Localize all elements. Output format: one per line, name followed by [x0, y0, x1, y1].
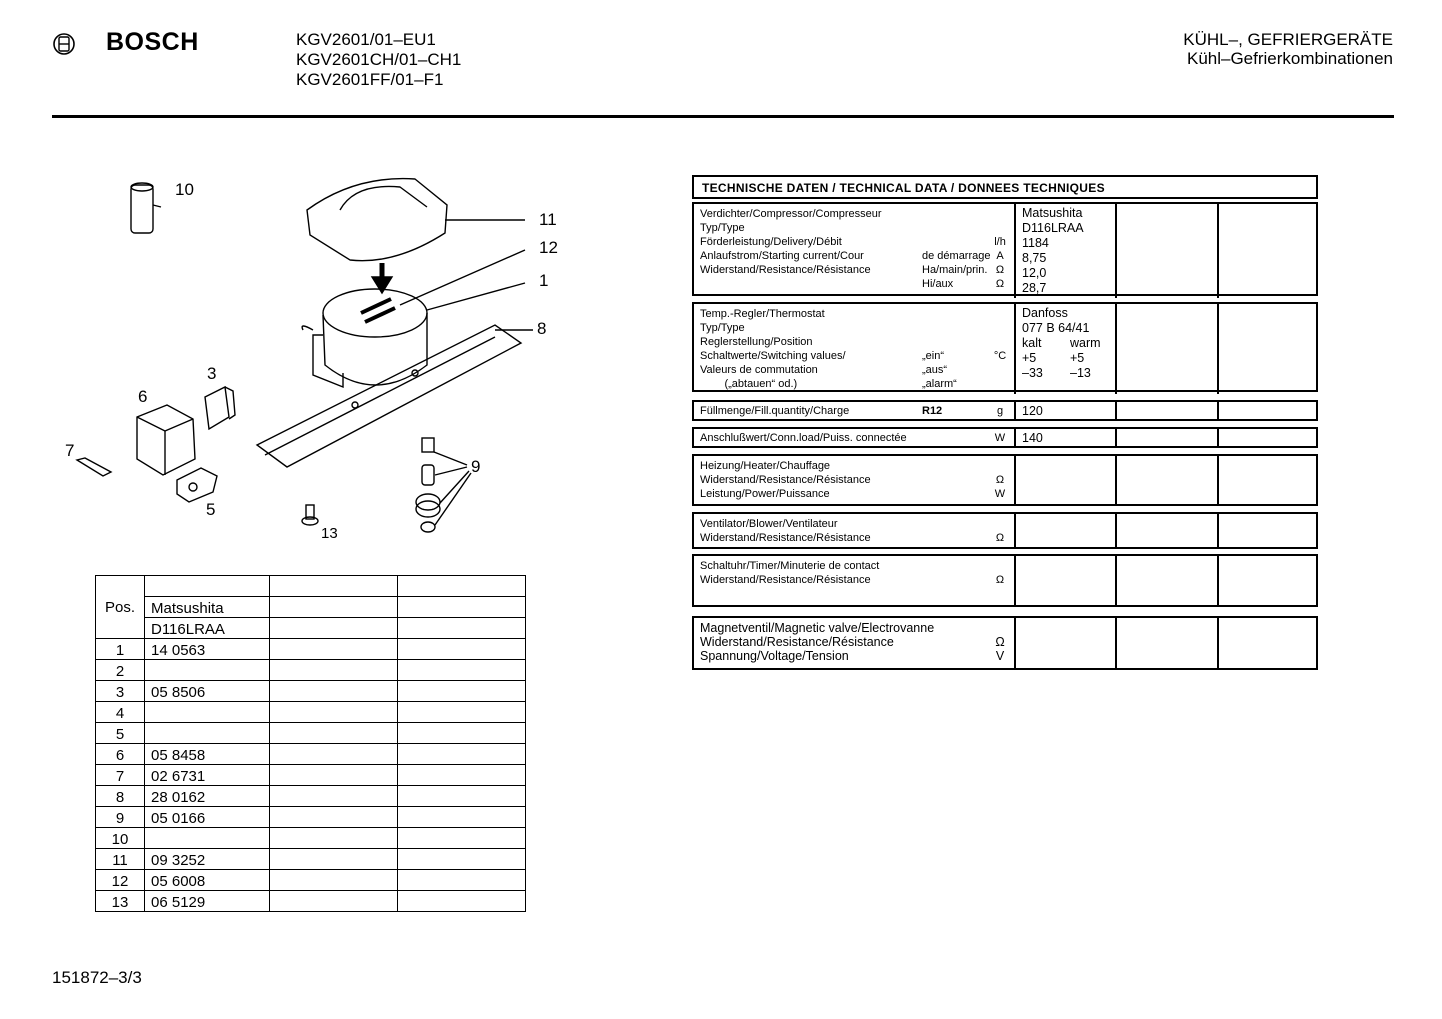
table-row — [96, 639, 526, 660]
empty-cell — [398, 702, 526, 723]
unit-label — [992, 459, 1008, 473]
label-row — [700, 517, 1008, 531]
spec-value: kalt — [1022, 336, 1042, 350]
spec-value: +5 — [1070, 351, 1085, 365]
unit-label: V — [995, 649, 1005, 663]
empty-cell — [270, 660, 398, 681]
table-row — [96, 660, 526, 681]
part-number-cell — [145, 660, 270, 681]
spec-label: Valeurs de commutation — [700, 364, 818, 376]
unit-label: Ω — [995, 635, 1005, 649]
thermostat-labels — [694, 304, 1014, 394]
compressor-values — [1014, 204, 1115, 298]
empty-cell — [270, 807, 398, 828]
pos-cell: 9 — [96, 807, 145, 828]
spec-sublabel — [922, 207, 992, 221]
spec-value: D116LRAA — [1022, 221, 1084, 235]
spec-value: 077 B 64/41 — [1022, 321, 1090, 335]
compressor-brand-header: Matsushita — [145, 597, 270, 618]
label-row — [700, 335, 1008, 349]
starting-relay-part — [205, 387, 235, 429]
empty-cell — [270, 681, 398, 702]
header-divider — [52, 115, 1394, 118]
blower-data-block — [692, 512, 1318, 549]
charge-value: 120 — [1014, 402, 1115, 421]
label-row — [700, 349, 1008, 363]
thermostat-values — [1014, 304, 1115, 394]
compressor-cover-part — [307, 179, 525, 261]
spec-sublabel: Ha/main/prin. — [922, 264, 988, 276]
model-number: KGV2601FF/01–F1 — [296, 70, 444, 89]
unit-label — [992, 517, 1008, 531]
spec-sublabel: „alarm“ — [922, 378, 957, 390]
callout-label: 9 — [471, 457, 481, 476]
empty-cell — [398, 828, 526, 849]
label-row — [700, 473, 1008, 487]
spec-sublabel — [922, 235, 992, 249]
unit-label — [992, 621, 1008, 635]
empty-cell — [398, 870, 526, 891]
spec-label: Ventilator/Blower/Ventilateur — [700, 518, 838, 530]
table-row — [96, 849, 526, 870]
empty-cell — [398, 681, 526, 702]
category-title — [1183, 30, 1393, 68]
model-number: KGV2601/01–EU1 — [296, 30, 436, 49]
pos-cell: 4 — [96, 702, 145, 723]
table-header-row — [96, 618, 526, 639]
callout-label: 7 — [65, 441, 75, 460]
spec-label: Spannung/Voltage/Tension — [700, 649, 849, 663]
unit-label: W — [994, 432, 1006, 444]
empty-cell — [398, 639, 526, 660]
spec-label: Anlaufstrom/Starting current/Cour — [700, 250, 864, 262]
callout-label: 12 — [539, 238, 558, 257]
bosch-logo-icon — [53, 33, 75, 55]
spec-value: Danfoss — [1022, 306, 1068, 320]
empty-cell — [270, 891, 398, 912]
compressor-type-header: D116LRAA — [145, 618, 270, 639]
unit-label — [992, 221, 1008, 235]
empty-cell — [398, 807, 526, 828]
unit-label — [992, 559, 1008, 573]
spec-sublabel: „aus“ — [922, 364, 948, 376]
spec-label: Temp.-Regler/Thermostat — [700, 308, 825, 320]
load-value: 140 — [1014, 429, 1115, 448]
empty-cell — [398, 786, 526, 807]
spec-label: Heizung/Heater/Chauffage — [700, 460, 831, 472]
label-row — [700, 363, 1008, 377]
switching-value-pair — [1022, 351, 1109, 366]
empty-cell — [398, 660, 526, 681]
pos-cell: 10 — [96, 828, 145, 849]
spec-sublabel: „ein“ — [922, 350, 945, 362]
pos-header: Pos. — [96, 576, 145, 639]
blower-labels — [694, 514, 1014, 548]
switching-value-pair — [1022, 366, 1109, 381]
label-row — [700, 207, 1008, 221]
pos-cell: 1 — [96, 639, 145, 660]
pos-cell: 12 — [96, 870, 145, 891]
part-number-cell: 14 0563 — [145, 639, 270, 660]
pos-cell: 2 — [96, 660, 145, 681]
callout-label: 3 — [207, 364, 217, 383]
thermostat-data-block — [692, 302, 1318, 392]
valve-labels — [694, 618, 1014, 668]
unit-label: l/h — [994, 236, 1006, 248]
mounting-rail-part — [257, 325, 533, 467]
spec-label: Leistung/Power/Puissance — [700, 488, 830, 500]
valve-data-block — [692, 616, 1318, 670]
parts-table-body — [96, 639, 526, 912]
unit-label: °C — [993, 350, 1007, 362]
part-number-cell — [145, 702, 270, 723]
label-row — [700, 459, 1008, 473]
refrigerant-label: R12 — [922, 405, 943, 417]
spec-sublabel: de démarrage — [922, 250, 991, 262]
switching-value-pair — [1022, 336, 1109, 351]
parts-table — [95, 575, 526, 912]
callout-label: 11 — [539, 210, 557, 229]
table-row — [96, 681, 526, 702]
part-number-cell: 28 0162 — [145, 786, 270, 807]
spec-label: Typ/Type — [700, 322, 745, 334]
label-row — [700, 263, 1008, 277]
overload-protector-part — [177, 468, 217, 502]
heater-labels — [694, 456, 1014, 504]
label-row — [700, 621, 1008, 635]
spec-sublabel — [922, 335, 992, 349]
spec-label: Schaltuhr/Timer/Minuterie de contact — [700, 560, 880, 572]
part-number-cell — [145, 723, 270, 744]
label-row — [700, 307, 1008, 321]
technical-data-title: TECHNISCHE DATEN / TECHNICAL DATA / DONNEES TECHNIQUES — [692, 175, 1318, 199]
spec-label: Widerstand/Resistance/Résistance — [700, 474, 871, 486]
spec-value: 28,7 — [1022, 281, 1047, 295]
spec-label: Typ/Type — [700, 222, 745, 234]
model-list — [296, 30, 461, 90]
spec-label: Schaltwerte/Switching values/ — [700, 350, 846, 362]
empty-cell — [398, 723, 526, 744]
empty-cell — [398, 765, 526, 786]
part-number-cell: 05 8506 — [145, 681, 270, 702]
heater-data-block — [692, 454, 1318, 506]
table-row — [96, 870, 526, 891]
unit-label — [992, 363, 1008, 377]
table-row — [96, 828, 526, 849]
empty-cell — [270, 765, 398, 786]
table-row — [96, 702, 526, 723]
capacitor-part — [131, 183, 161, 233]
brand-name: BOSCH — [106, 28, 199, 56]
spec-value: warm — [1070, 336, 1101, 350]
spec-value: –33 — [1022, 366, 1043, 380]
pos-cell: 8 — [96, 786, 145, 807]
empty-cell — [398, 891, 526, 912]
unit-label: W — [994, 488, 1006, 500]
table-row — [96, 744, 526, 765]
part-number-cell: 05 6008 — [145, 870, 270, 891]
spec-label: („abtauen“ od.) — [700, 378, 798, 390]
unit-label — [992, 335, 1008, 349]
label-row — [700, 321, 1008, 335]
part-number-cell — [145, 828, 270, 849]
empty-cell — [270, 639, 398, 660]
empty-cell — [270, 828, 398, 849]
label-row — [700, 404, 1008, 418]
spec-label: Widerstand/Resistance/Résistance — [700, 532, 871, 544]
unit-label — [992, 207, 1008, 221]
unit-label: Ω — [995, 532, 1005, 544]
pos-cell: 13 — [96, 891, 145, 912]
unit-label: Ω — [995, 574, 1005, 586]
category-line: Kühl–Gefrierkombinationen — [1186, 49, 1393, 68]
spec-label: Widerstand/Resistance/Résistance — [700, 635, 894, 649]
empty-cell — [270, 870, 398, 891]
unit-label: Ω — [995, 278, 1005, 290]
pos-cell: 5 — [96, 723, 145, 744]
label-row — [700, 235, 1008, 249]
empty-cell — [270, 849, 398, 870]
empty-cell — [270, 702, 398, 723]
spec-value: 1184 — [1022, 236, 1049, 250]
retaining-clip-part — [77, 458, 111, 476]
spec-label: Reglerstellung/Position — [700, 336, 813, 348]
spec-sublabel: Hi/aux — [922, 278, 954, 290]
label-row — [700, 531, 1008, 545]
part-number-cell: 05 8458 — [145, 744, 270, 765]
model-number: KGV2601CH/01–CH1 — [296, 50, 462, 69]
callout-label: 5 — [206, 500, 216, 519]
part-number-cell: 06 5129 — [145, 891, 270, 912]
pos-cell: 3 — [96, 681, 145, 702]
document-code: 151872–3/3 — [52, 968, 142, 987]
spec-value: –13 — [1070, 366, 1091, 380]
label-row — [700, 277, 1008, 291]
empty-cell — [270, 786, 398, 807]
category-line: KÜHL–, GEFRIERGERÄTE — [1183, 30, 1393, 49]
callout-label: 13 — [321, 525, 338, 542]
compressor-assembly-drawing — [55, 165, 575, 555]
unit-label: Ω — [995, 264, 1005, 276]
callout-label: 6 — [138, 387, 148, 406]
unit-label — [992, 377, 1008, 391]
unit-label — [992, 307, 1008, 321]
pos-cell: 6 — [96, 744, 145, 765]
empty-cell — [270, 723, 398, 744]
spec-value: 12,0 — [1022, 266, 1047, 280]
label-row — [700, 249, 1008, 263]
empty-cell — [398, 744, 526, 765]
table-row — [96, 786, 526, 807]
label-row — [700, 573, 1008, 587]
label-row — [700, 635, 1008, 649]
label-row — [700, 377, 1008, 391]
unit-label: g — [996, 405, 1004, 417]
unit-label — [992, 321, 1008, 335]
spec-label: Widerstand/Resistance/Résistance — [700, 574, 871, 586]
compressor-labels — [694, 204, 1014, 298]
timer-labels — [694, 556, 1014, 605]
unit-label: A — [996, 250, 1004, 262]
compressor-data-block — [692, 202, 1318, 296]
table-row — [96, 891, 526, 912]
pos-cell: 7 — [96, 765, 145, 786]
callout-label: 10 — [175, 180, 194, 199]
label-row — [700, 487, 1008, 501]
spec-label: Magnetventil/Magnetic valve/Electrovanne — [700, 621, 935, 635]
empty-cell — [398, 849, 526, 870]
grommet-set-part — [416, 438, 471, 532]
charge-label: Füllmenge/Fill.quantity/Charge — [700, 405, 850, 417]
spec-sublabel — [922, 221, 992, 235]
spec-value: 8,75 — [1022, 251, 1047, 265]
unit-label: Ω — [995, 474, 1005, 486]
label-row — [700, 221, 1008, 235]
load-data-block — [692, 427, 1318, 448]
spec-sublabel — [922, 307, 992, 321]
table-row — [96, 807, 526, 828]
label-row — [700, 559, 1008, 573]
label-row — [700, 649, 1008, 663]
spec-value: Matsushita — [1022, 206, 1083, 220]
table-row — [96, 723, 526, 744]
label-row — [700, 431, 1008, 445]
spec-label — [700, 277, 922, 291]
exploded-parts-diagram — [55, 165, 575, 555]
table-header-row — [96, 597, 526, 618]
spec-value: +5 — [1022, 351, 1037, 365]
part-number-cell: 02 6731 — [145, 765, 270, 786]
spec-label: Widerstand/Resistance/Résistance — [700, 264, 871, 276]
screw-part — [302, 505, 318, 525]
table-row — [96, 765, 526, 786]
spec-label: Förderleistung/Delivery/Débit — [700, 236, 842, 248]
charge-data-block — [692, 400, 1318, 421]
empty-cell — [270, 744, 398, 765]
table-header-row — [96, 576, 526, 597]
pos-cell: 11 — [96, 849, 145, 870]
timer-data-block — [692, 554, 1318, 607]
part-number-cell: 09 3252 — [145, 849, 270, 870]
callout-label: 8 — [537, 319, 547, 338]
spec-label: Verdichter/Compressor/Compresseur — [700, 208, 882, 220]
spec-sublabel — [922, 321, 992, 335]
callout-label: 1 — [539, 271, 549, 290]
load-label: Anschlußwert/Conn.load/Puiss. connectée — [700, 432, 907, 444]
relay-cover-part — [137, 405, 195, 475]
part-number-cell: 05 0166 — [145, 807, 270, 828]
